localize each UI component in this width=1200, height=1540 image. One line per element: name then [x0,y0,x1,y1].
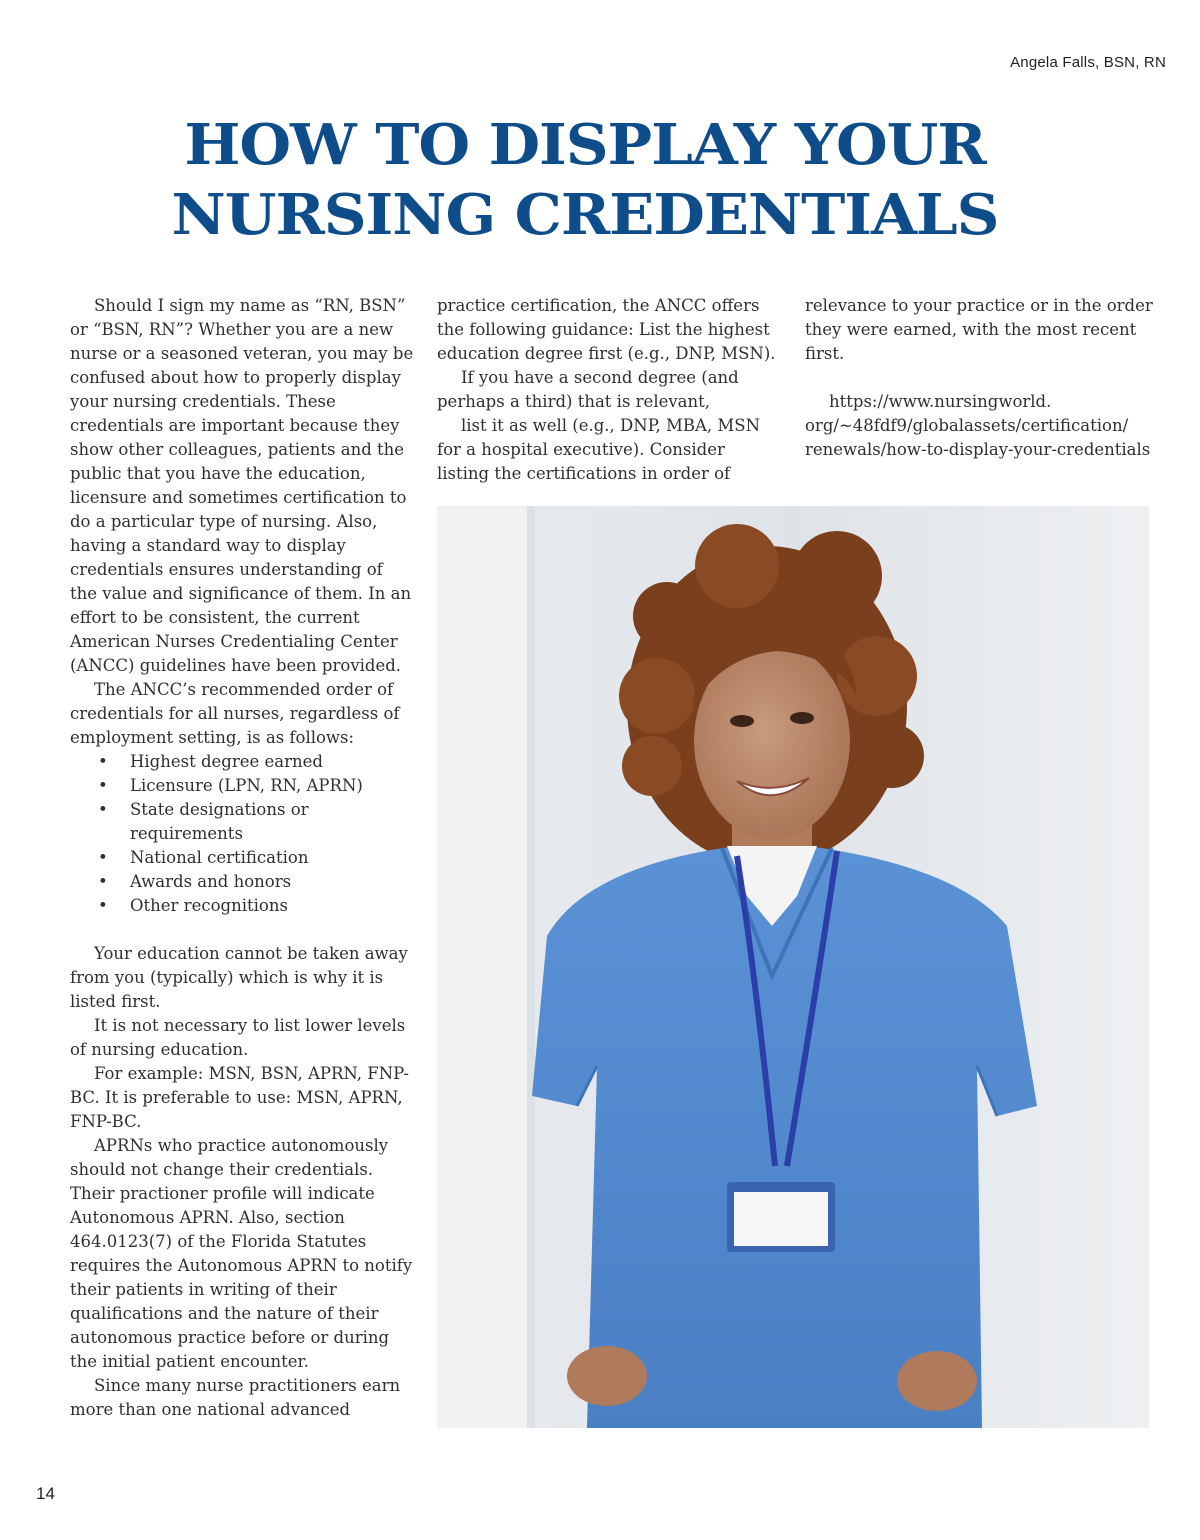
bullet-icon: • [98,800,108,819]
list-item: • Other recognitions [70,894,415,918]
bullet-icon: • [98,872,108,891]
text-column-1 [70,294,415,1422]
paragraph: Since many nurse practitioners earn more than one national advanced [70,1376,401,1419]
nurse-photo [437,506,1149,1428]
paragraph: practice certification, the ANCC offers the following guidance: List the highest education degree first (e.g., DNP, MSN). [437,296,776,363]
list-item: • Highest degree earned [70,750,415,774]
paragraph: list it as well (e.g., DNP, MBA, MSN for a hospital executive). Consider listing the certifications in order of [437,416,761,483]
paragraph: If you have a second degree (and perhaps a third) that is relevant, [437,368,739,411]
paragraph: relevance to your practice or in the order they were earned, with the most recent first. [805,296,1153,363]
list-item: • Licensure (LPN, RN, APRN) [70,774,415,798]
paragraph: Your education cannot be taken away from you (typically) which is why it is listed first. [70,944,408,1011]
title-line-1: HOW TO DISPLAY YOUR [184,112,986,178]
article-title [0,110,1200,250]
page-number: 14 [36,1484,55,1503]
credentials-order-list [70,750,415,918]
paragraph: The ANCC’s recommended order of credentials for all nurses, regardless of employment setting, is as follows: [70,680,400,747]
text-column-2 [437,294,782,486]
source-url: https://www.nursingworld. org/~48fdf9/globalassets/certification/ renewals/how-to-display-your-credentials [805,392,1151,459]
list-item: • National certification [70,846,415,870]
paragraph: APRNs who practice autonomously should not change their credentials. Their practioner profile will indicate Autonomous APRN. Also, section 464.0123(7) of the Florida Statutes requires the Autonomous APRN to notify their patients in writing of their qualifications and the nature of their autonomous practice before or during the initial patient encounter. [70,1136,413,1371]
paragraph: It is not necessary to list lower levels of nursing education. [70,1016,406,1059]
author-byline: Angela Falls, BSN, RN [1010,54,1166,71]
list-item: • State designations or requirements [98,800,309,843]
bullet-icon: • [98,896,108,915]
title-line-2: NURSING CREDENTIALS [171,182,999,248]
paragraph: Should I sign my name as “RN, BSN” or “BSN, RN”? Whether you are a new nurse or a seasoned veteran, you may be confused about how to properly display your nursing credentials. These credentials are important because they show other colleagues, patients and the public that you have the education, licensure and sometimes certification to do a particular type of nursing. Also, having a standard way to display credentials ensures understanding of the value and significance of them. In an effort to be consistent, the current American Nurses Credentialing Center (ANCC) guidelines have been provided. [70,296,414,675]
paragraph: For example: MSN, BSN, APRN, FNP-BC. It is preferable to use: MSN, APRN, FNP-BC. [70,1064,409,1131]
bullet-icon: • [98,752,108,771]
bullet-icon: • [98,776,108,795]
bullet-icon: • [98,848,108,867]
text-column-3 [805,294,1155,462]
list-item: • Awards and honors [70,870,415,894]
